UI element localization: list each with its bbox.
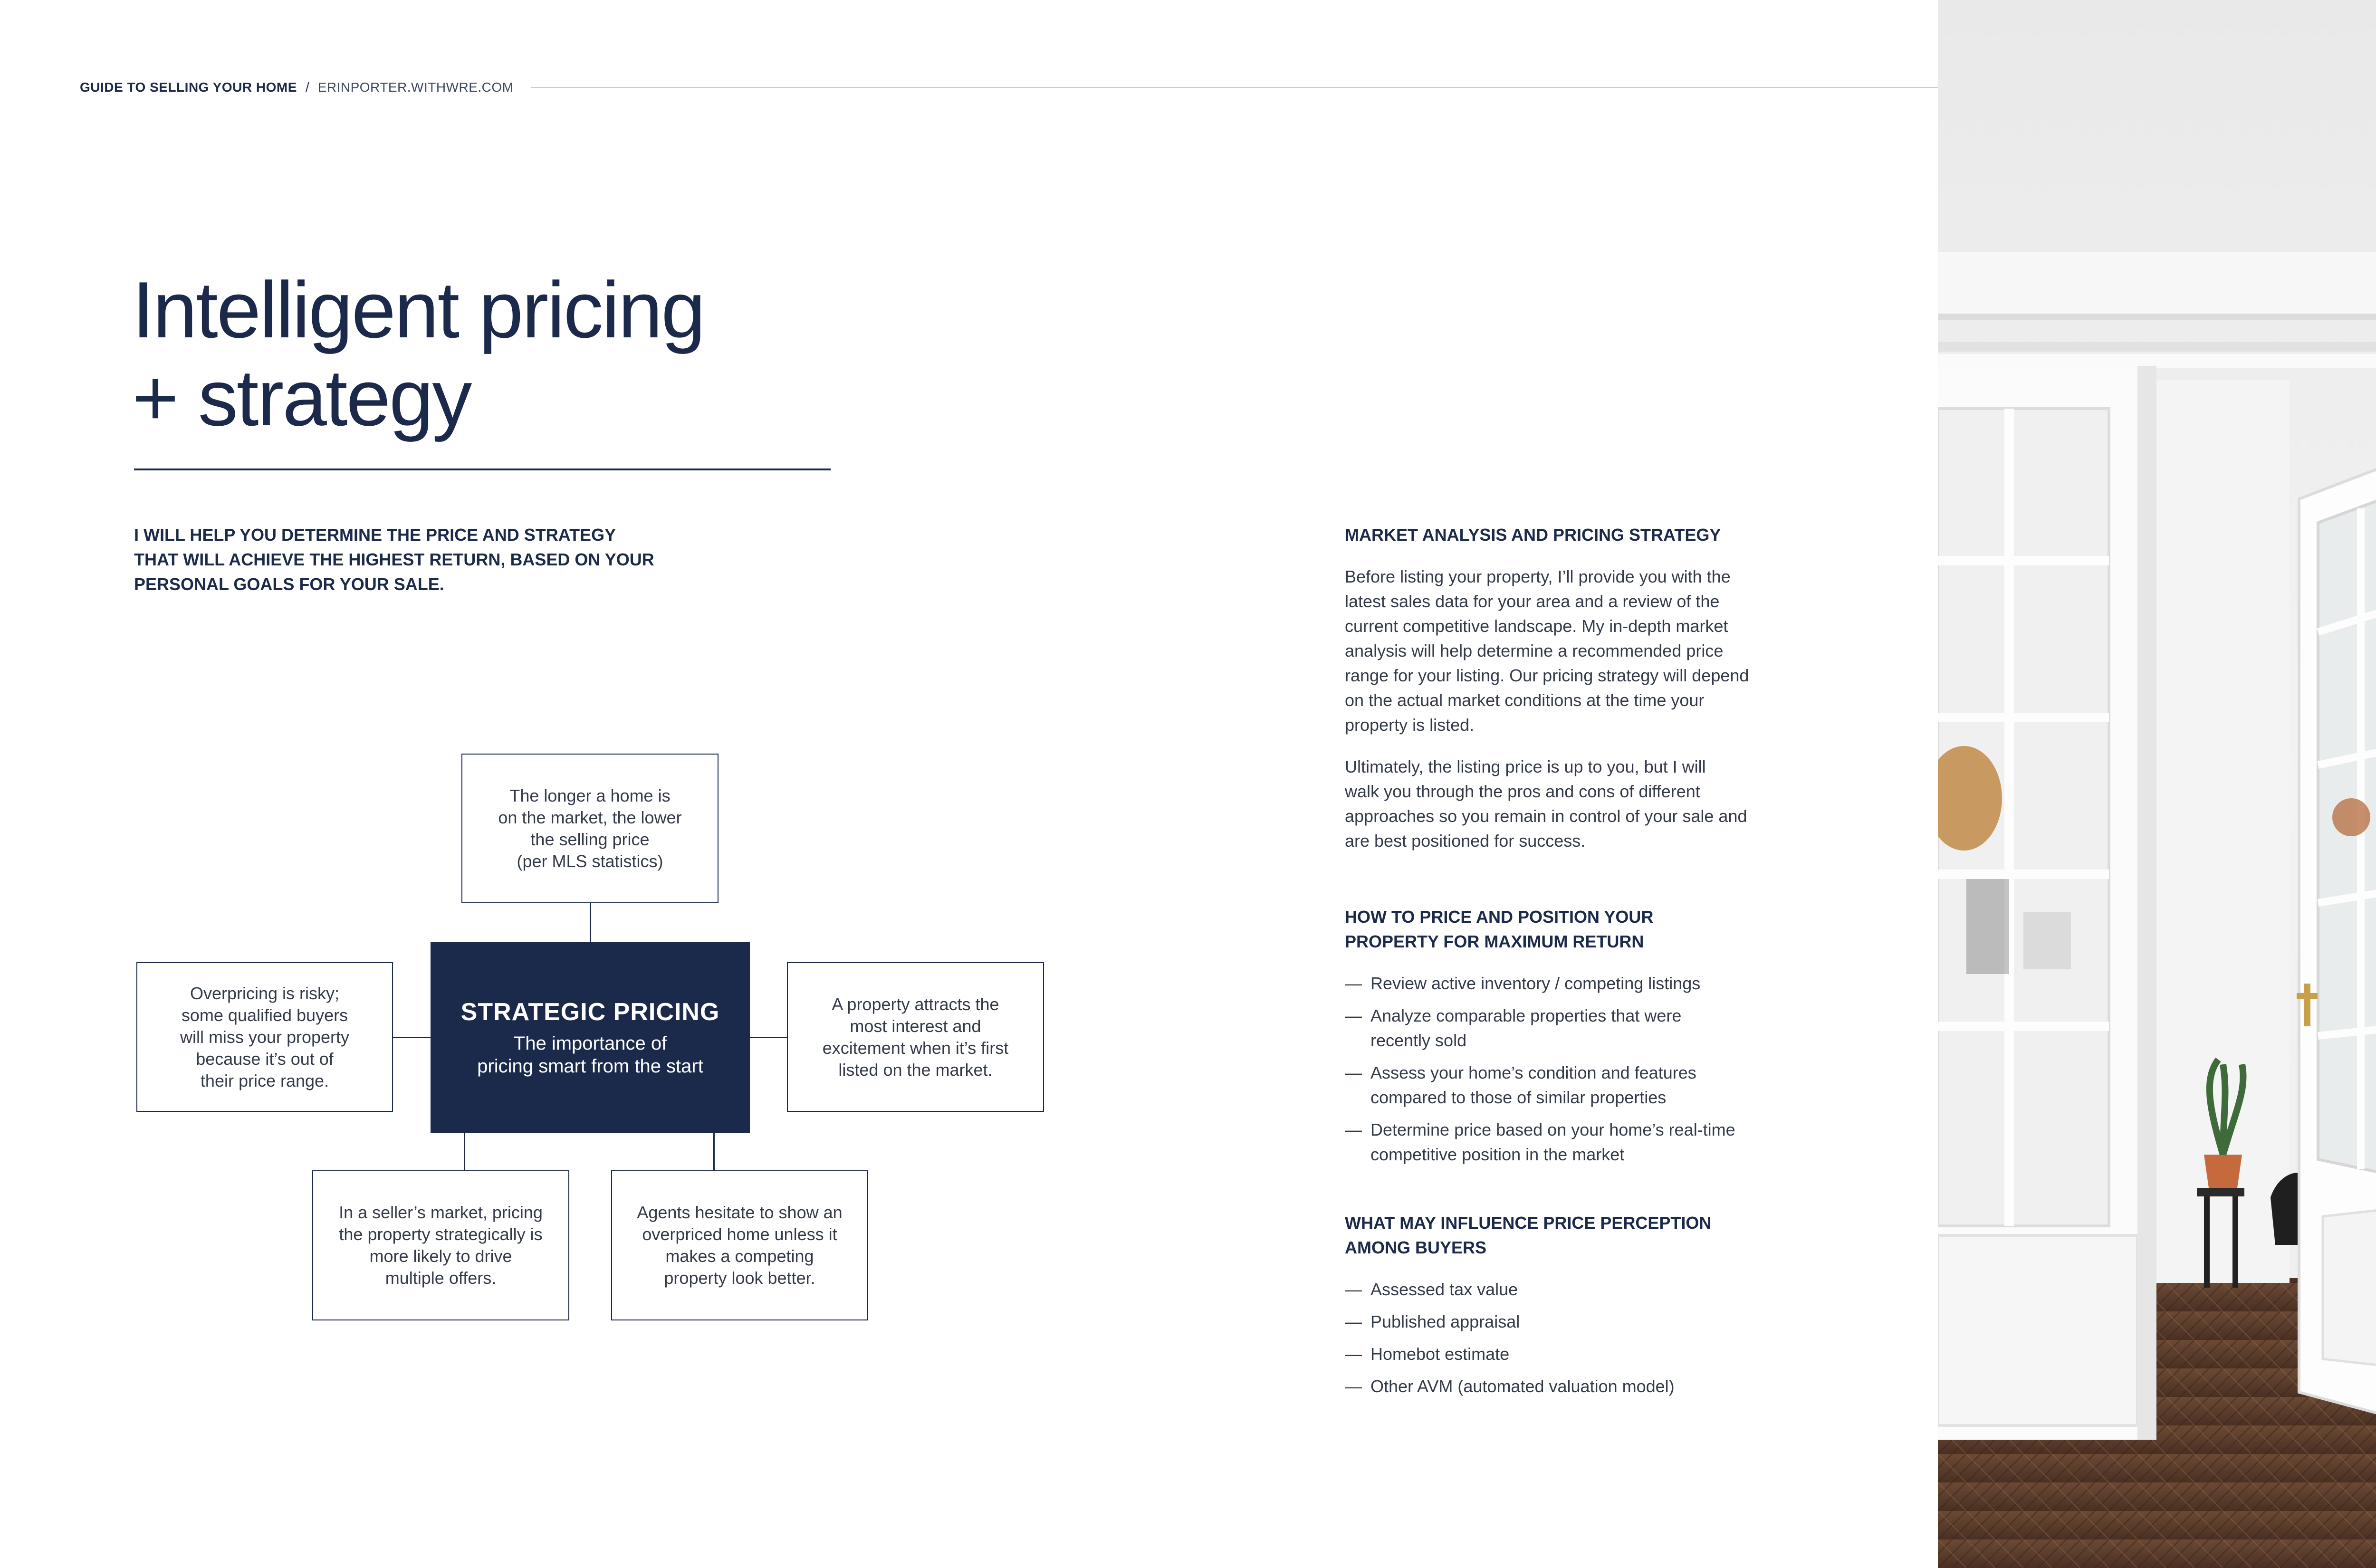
paragraph-line: are best positioned for success. — [1345, 831, 1586, 851]
box-text: the property strategically is — [339, 1224, 543, 1244]
list-item-text: recently sold — [1370, 1031, 1467, 1050]
right-column — [1345, 523, 1796, 1406]
guide-label: GUIDE TO SELLING YOUR HOME — [80, 80, 297, 95]
strategic-pricing-subtitle: pricing smart from the start — [477, 1055, 703, 1077]
list-item-text: Assessed tax value — [1370, 1280, 1518, 1299]
box-text: property look better. — [664, 1268, 815, 1288]
heading-line: WHAT MAY INFLUENCE PRICE PERCEPTION — [1345, 1213, 1712, 1233]
box-text: more likely to drive — [369, 1246, 512, 1266]
heading-line: HOW TO PRICE AND POSITION YOUR — [1345, 907, 1654, 927]
list-item — [1345, 1310, 1796, 1334]
box-text: listed on the market. — [838, 1060, 993, 1080]
list-item — [1345, 1061, 1796, 1110]
list-item-text: Published appraisal — [1370, 1312, 1520, 1331]
page-title — [132, 266, 704, 442]
list-item-text: Analyze comparable properties that were — [1370, 1006, 1682, 1025]
strategic-pricing-subtitle: The importance of — [513, 1033, 667, 1054]
list-item — [1345, 1374, 1796, 1399]
interior-photo — [1938, 0, 2376, 1568]
connector-bottom-left — [464, 1133, 465, 1171]
market-analysis-heading: MARKET ANALYSIS AND PRICING STRATEGY — [1345, 525, 1721, 545]
header-separator: / — [305, 80, 309, 95]
paragraph-line: current competitive landscape. My in-depth market — [1345, 616, 1728, 636]
dash-bullet: — — [1345, 1344, 1362, 1364]
box-text: most interest and — [850, 1016, 981, 1036]
price-position-list — [1345, 971, 1796, 1167]
paragraph-line: approaches so you remain in control of your sale and — [1345, 806, 1747, 826]
paragraph-line: walk you through the pros and cons of different — [1345, 782, 1700, 801]
list-item-text: Determine price based on your home’s real-time — [1370, 1120, 1735, 1139]
dash-bullet: — — [1345, 1063, 1362, 1082]
box-new-listing-interest — [787, 962, 1044, 1112]
price-position-section — [1345, 905, 1796, 1167]
paragraph-line: Before listing your property, I’ll provide you with the — [1345, 567, 1731, 586]
box-text: A property attracts the — [832, 994, 999, 1014]
page-title-line-1: Intelligent pricing — [132, 265, 704, 354]
box-agent-hesitation — [611, 1170, 868, 1320]
price-perception-section — [1345, 1211, 1796, 1399]
dash-bullet: — — [1345, 1006, 1362, 1025]
box-text: The longer a home is — [509, 785, 671, 805]
list-item — [1345, 971, 1796, 996]
dash-bullet: — — [1345, 974, 1362, 993]
paragraph-line: on the actual market conditions at the time your — [1345, 690, 1705, 710]
box-text: because it’s out of — [196, 1049, 334, 1069]
paragraph-line: latest sales data for your area and a review of the — [1345, 592, 1720, 611]
box-market-time — [461, 754, 719, 903]
box-text: Overpricing is risky; — [190, 983, 340, 1003]
heading-line: PROPERTY FOR MAXIMUM RETURN — [1345, 932, 1644, 951]
box-text: makes a competing — [665, 1246, 814, 1266]
box-text: excitement when it’s first — [822, 1038, 1009, 1058]
box-text: Agents hesitate to show an — [637, 1203, 843, 1222]
market-analysis-paragraph-2 — [1345, 755, 1796, 853]
connector-right — [750, 1037, 788, 1038]
list-item — [1345, 1118, 1796, 1167]
paragraph-line: Ultimately, the listing price is up to you, but I will — [1345, 757, 1706, 776]
box-text: (per MLS statistics) — [517, 851, 663, 871]
page-header — [80, 78, 1938, 97]
price-perception-list — [1345, 1277, 1796, 1399]
box-overpricing-risk — [136, 962, 393, 1112]
box-text: on the market, the lower — [498, 807, 682, 827]
title-divider — [134, 468, 831, 470]
heading-line: AMONG BUYERS — [1345, 1238, 1487, 1257]
box-text: overpriced home unless it — [642, 1224, 837, 1244]
list-item — [1345, 1277, 1796, 1302]
dash-bullet: — — [1345, 1377, 1362, 1396]
box-text: the selling price — [530, 829, 650, 849]
list-item-text: Review active inventory / competing listings — [1370, 974, 1701, 993]
paragraph-line: range for your listing. Our pricing strategy will depend — [1345, 666, 1749, 685]
list-item-text: Homebot estimate — [1370, 1344, 1510, 1364]
connector-left — [392, 1037, 431, 1038]
dash-bullet: — — [1345, 1120, 1362, 1139]
intro-line: PERSONAL GOALS FOR YOUR SALE. — [134, 574, 444, 594]
box-sellers-market — [312, 1170, 569, 1320]
list-item — [1345, 1342, 1796, 1367]
box-text: will miss your property — [180, 1027, 350, 1047]
list-item — [1345, 1004, 1796, 1053]
page-title-line-2: + strategy — [132, 353, 471, 442]
intro-line: THAT WILL ACHIEVE THE HIGHEST RETURN, BASED ON YOUR — [134, 550, 654, 569]
list-item-text: competitive position in the market — [1370, 1145, 1625, 1164]
price-position-heading — [1345, 905, 1796, 954]
box-text: In a seller’s market, pricing — [339, 1203, 543, 1222]
dash-bullet: — — [1345, 1280, 1362, 1299]
strategic-pricing-heading: STRATEGIC PRICING — [460, 998, 720, 1026]
paragraph-line: property is listed. — [1345, 715, 1475, 735]
dash-bullet: — — [1345, 1312, 1362, 1331]
box-text: multiple offers. — [385, 1268, 497, 1288]
connector-top — [590, 903, 591, 942]
market-analysis-paragraph-1 — [1345, 564, 1796, 737]
market-analysis-section — [1345, 523, 1796, 853]
box-text: some qualified buyers — [181, 1005, 348, 1025]
price-perception-heading — [1345, 1211, 1796, 1260]
box-text: their price range. — [200, 1071, 329, 1090]
website-link[interactable]: ERINPORTER.WITHWRE.COM — [317, 80, 514, 95]
header-rule — [531, 87, 1938, 88]
paragraph-line: analysis will help determine a recommended price — [1345, 641, 1724, 660]
intro-statement — [134, 523, 709, 597]
intro-line: I WILL HELP YOU DETERMINE THE PRICE AND STRATEGY — [134, 525, 616, 545]
list-item-text: compared to those of similar properties — [1370, 1088, 1667, 1107]
strategic-pricing-box — [431, 942, 750, 1133]
connector-bottom-right — [713, 1133, 715, 1171]
list-item-text: Other AVM (automated valuation model) — [1370, 1377, 1675, 1396]
list-item-text: Assess your home’s condition and features — [1370, 1063, 1696, 1082]
